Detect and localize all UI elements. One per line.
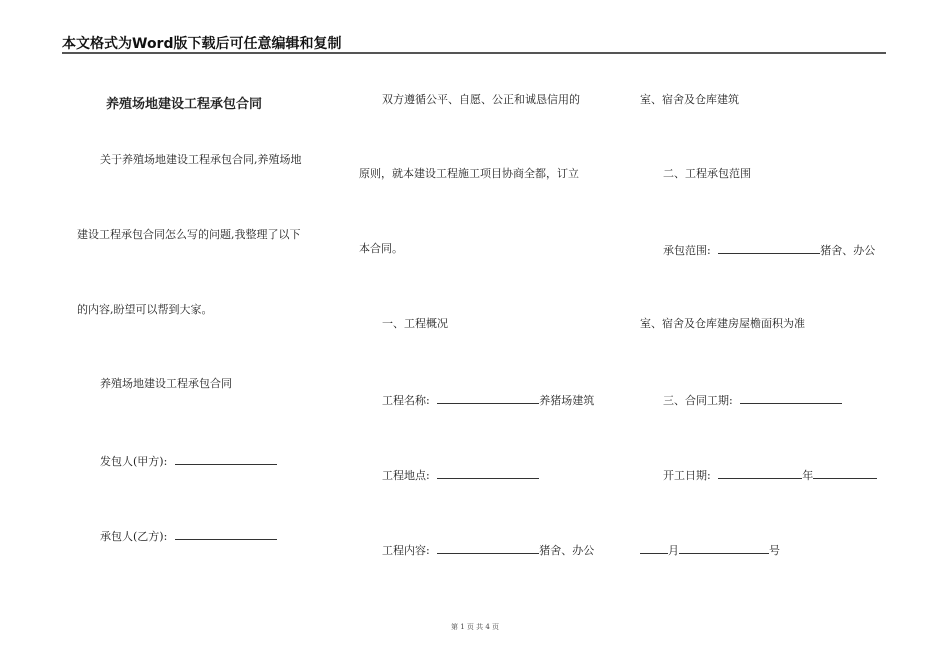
intro-line-1: 关于养殖场地建设工程承包合同,养殖场地 xyxy=(100,153,302,166)
project-content-suffix: 猪舍、办公 xyxy=(539,544,595,557)
scope-label: 承包范围: xyxy=(663,244,711,257)
intro-line-2: 建设工程承包合同怎么写的问题,我整理了以下 xyxy=(77,228,301,241)
scope-line-2: 室、宿舍及仓库建房屋檐面积为准 xyxy=(640,317,805,330)
page-footer: 第 1 页 共 4 页 xyxy=(450,623,500,631)
project-location-blank xyxy=(437,467,539,479)
party-b-blank xyxy=(175,528,277,540)
month-blank xyxy=(640,542,668,554)
section-1-heading: 一、工程概况 xyxy=(382,317,448,330)
section-3-heading: 三、合同工期: xyxy=(663,394,733,407)
start-month-blank xyxy=(813,467,877,479)
col3-line-1: 室、宿舍及仓库建筑 xyxy=(640,93,739,106)
start-year-blank xyxy=(718,467,802,479)
scope-suffix: 猪舍、办公 xyxy=(820,244,876,257)
project-location-label: 工程地点: xyxy=(382,469,430,482)
project-name-label: 工程名称: xyxy=(382,394,430,407)
project-location-field xyxy=(382,467,539,483)
party-b-label: 承包人(乙方): xyxy=(100,530,168,543)
header-title: 本文格式为Word版下载后可任意编辑和复制 xyxy=(62,36,342,52)
start-date-cont-field xyxy=(640,542,780,558)
project-content-label: 工程内容: xyxy=(382,544,430,557)
section-3-field xyxy=(663,392,842,408)
project-name-blank xyxy=(437,392,539,404)
day-blank xyxy=(679,542,769,554)
project-content-blank xyxy=(437,542,539,554)
scope-blank xyxy=(718,242,820,254)
party-a-blank xyxy=(175,453,277,465)
document-header xyxy=(62,36,886,54)
col2-line-3: 本合同。 xyxy=(359,242,403,255)
project-name-field xyxy=(382,392,594,408)
col2-line-2: 原则，就本建设工程施工项目协商全都，订立 xyxy=(359,167,579,180)
year-label: 年 xyxy=(802,469,814,482)
start-date-label: 开工日期: xyxy=(663,469,711,482)
contract-subtitle: 养殖场地建设工程承包合同 xyxy=(100,377,232,390)
party-b-field xyxy=(100,528,277,544)
month-label: 月 xyxy=(668,544,679,557)
party-a-label: 发包人(甲方): xyxy=(100,455,168,468)
section-2-heading: 二、工程承包范围 xyxy=(663,167,751,180)
start-date-field xyxy=(663,467,877,483)
party-a-field xyxy=(100,453,277,469)
intro-line-3: 的内容,盼望可以帮到大家。 xyxy=(77,303,213,316)
duration-blank xyxy=(740,392,842,404)
day-label: 号 xyxy=(769,544,780,557)
scope-field xyxy=(663,242,875,258)
project-name-suffix: 养猪场建筑 xyxy=(539,394,595,407)
col2-line-1: 双方遵循公平、自愿、公正和诚恳信用的 xyxy=(382,93,580,106)
project-content-field xyxy=(382,542,594,558)
contract-title: 养殖场地建设工程承包合同 xyxy=(106,97,263,112)
